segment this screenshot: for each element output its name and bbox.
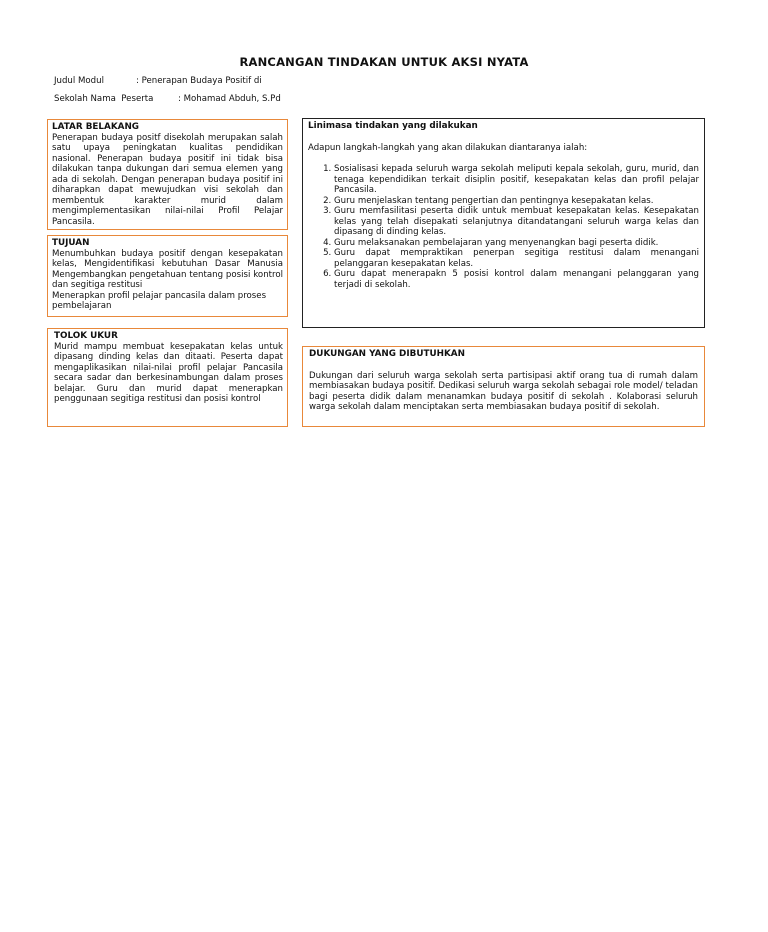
tujuan-heading: TUJUAN <box>52 238 90 248</box>
linimasa-heading: Linimasa tindakan yang dilakukan <box>308 121 478 131</box>
latar-belakang-box <box>47 119 288 230</box>
linimasa-step: 4. Guru melaksanakan pembelajaran yang menyenangkan bagi peserta didik. <box>334 238 699 248</box>
linimasa-intro: Adapun langkah-langkah yang akan dilakukan diantaranya ialah: <box>308 142 588 153</box>
sekolah-label: Sekolah Nama Peserta <box>54 94 154 104</box>
dukungan-text: Dukungan dari seluruh warga sekolah serta partisipasi aktif orang tua di rumah dalam membiasakan budaya positif. Dedikasi seluruh warga sekolah sebagai role model/ teladan bagi peserta didik dalam menanamkan budaya positif di sekolah . Kolaborasi seluruh warga sekolah dalam menciptakan serta membiasakan budaya positif di sekolah. <box>309 370 698 413</box>
tolok-ukur-text: Murid mampu membuat kesepakatan kelas untuk dipasang dinding kelas dan ditaati. Peserta dapat mengaplikasikan nilai-nilai profil pelajar Pancasila secara sadar dan berkesinambungan dalam proses belajar. Guru dan murid dapat menerapkan penggunaan segitiga restitusi dan posisi kontrol <box>54 341 283 405</box>
judul-modul-row <box>54 76 262 86</box>
sekolah-value: : Mohamad Abduh, S.Pd <box>178 94 281 104</box>
tujuan-text-1: Menumbuhkan budaya positif dengan kesepakatan kelas, Mengidentifikasi kebutuhan Dasar Manusia Mengembangkan pengetahuan tentang posisi kontrol dan segitiga restitusi <box>52 248 283 291</box>
linimasa-step: 5. Guru dapat mempraktikan penerpan segitiga restitusi dalam menangani pelanggaran kesepakatan kelas. <box>334 248 699 269</box>
page-title: RANCANGAN TINDAKAN UNTUK AKSI NYATA <box>239 55 529 69</box>
latar-belakang-heading: LATAR BELAKANG <box>52 122 140 132</box>
tujuan-box <box>47 235 288 317</box>
linimasa-steps <box>308 164 699 290</box>
tolok-ukur-heading: TOLOK UKUR <box>54 331 118 341</box>
linimasa-step: 6. Guru dapat menerapakn 5 posisi kontrol dalam menangani pelanggaran yang terjadi di sekolah. <box>334 269 699 290</box>
linimasa-step: 2. Guru menjelaskan tentang pengertian dan pentingnya kesepakatan kelas. <box>334 196 699 206</box>
dukungan-box <box>302 346 705 427</box>
judul-modul-label: Judul Modul <box>54 76 104 86</box>
linimasa-step: 3. Guru memfasilitasi peserta didik untuk membuat kesepakatan kelas. Kesepakatan kelas yang telah disepakati selanjutnya ditandatangani seluruh warga kelas dan dipasang di dinding kelas. <box>334 206 699 237</box>
latar-belakang-text: Penerapan budaya positf disekolah merupakan salah satu upaya peningkatan kualitas pendidikan nasional. Penerapan budaya positif ini tidak bisa dilakukan tanpa dukungan dari semua elemen yang ada di sekolah. Dengan penerapan budaya positif ini diharapkan dapat mewujudkan visi sekolah dan membentuk karakter murid dalam mengimplementasikan nilai-nilai Profil Pelajar Pancasila. <box>52 132 283 227</box>
linimasa-step: 1. Sosialisasi kepada seluruh warga sekolah meliputi kepala sekolah, guru, murid, dan tenaga kependidikan terkait disiplin positif, kesepakatan kelas dan profil pelajar Pancasila. <box>334 164 699 195</box>
linimasa-box <box>302 118 705 328</box>
tolok-ukur-box <box>47 328 288 427</box>
dukungan-heading: DUKUNGAN YANG DIBUTUHKAN <box>309 349 465 359</box>
judul-modul-value: : Penerapan Budaya Positif di <box>136 76 262 86</box>
tujuan-text-2: Menerapkan profil pelajar pancasila dalam proses pembelajaran <box>52 290 267 312</box>
sekolah-row <box>54 94 281 104</box>
